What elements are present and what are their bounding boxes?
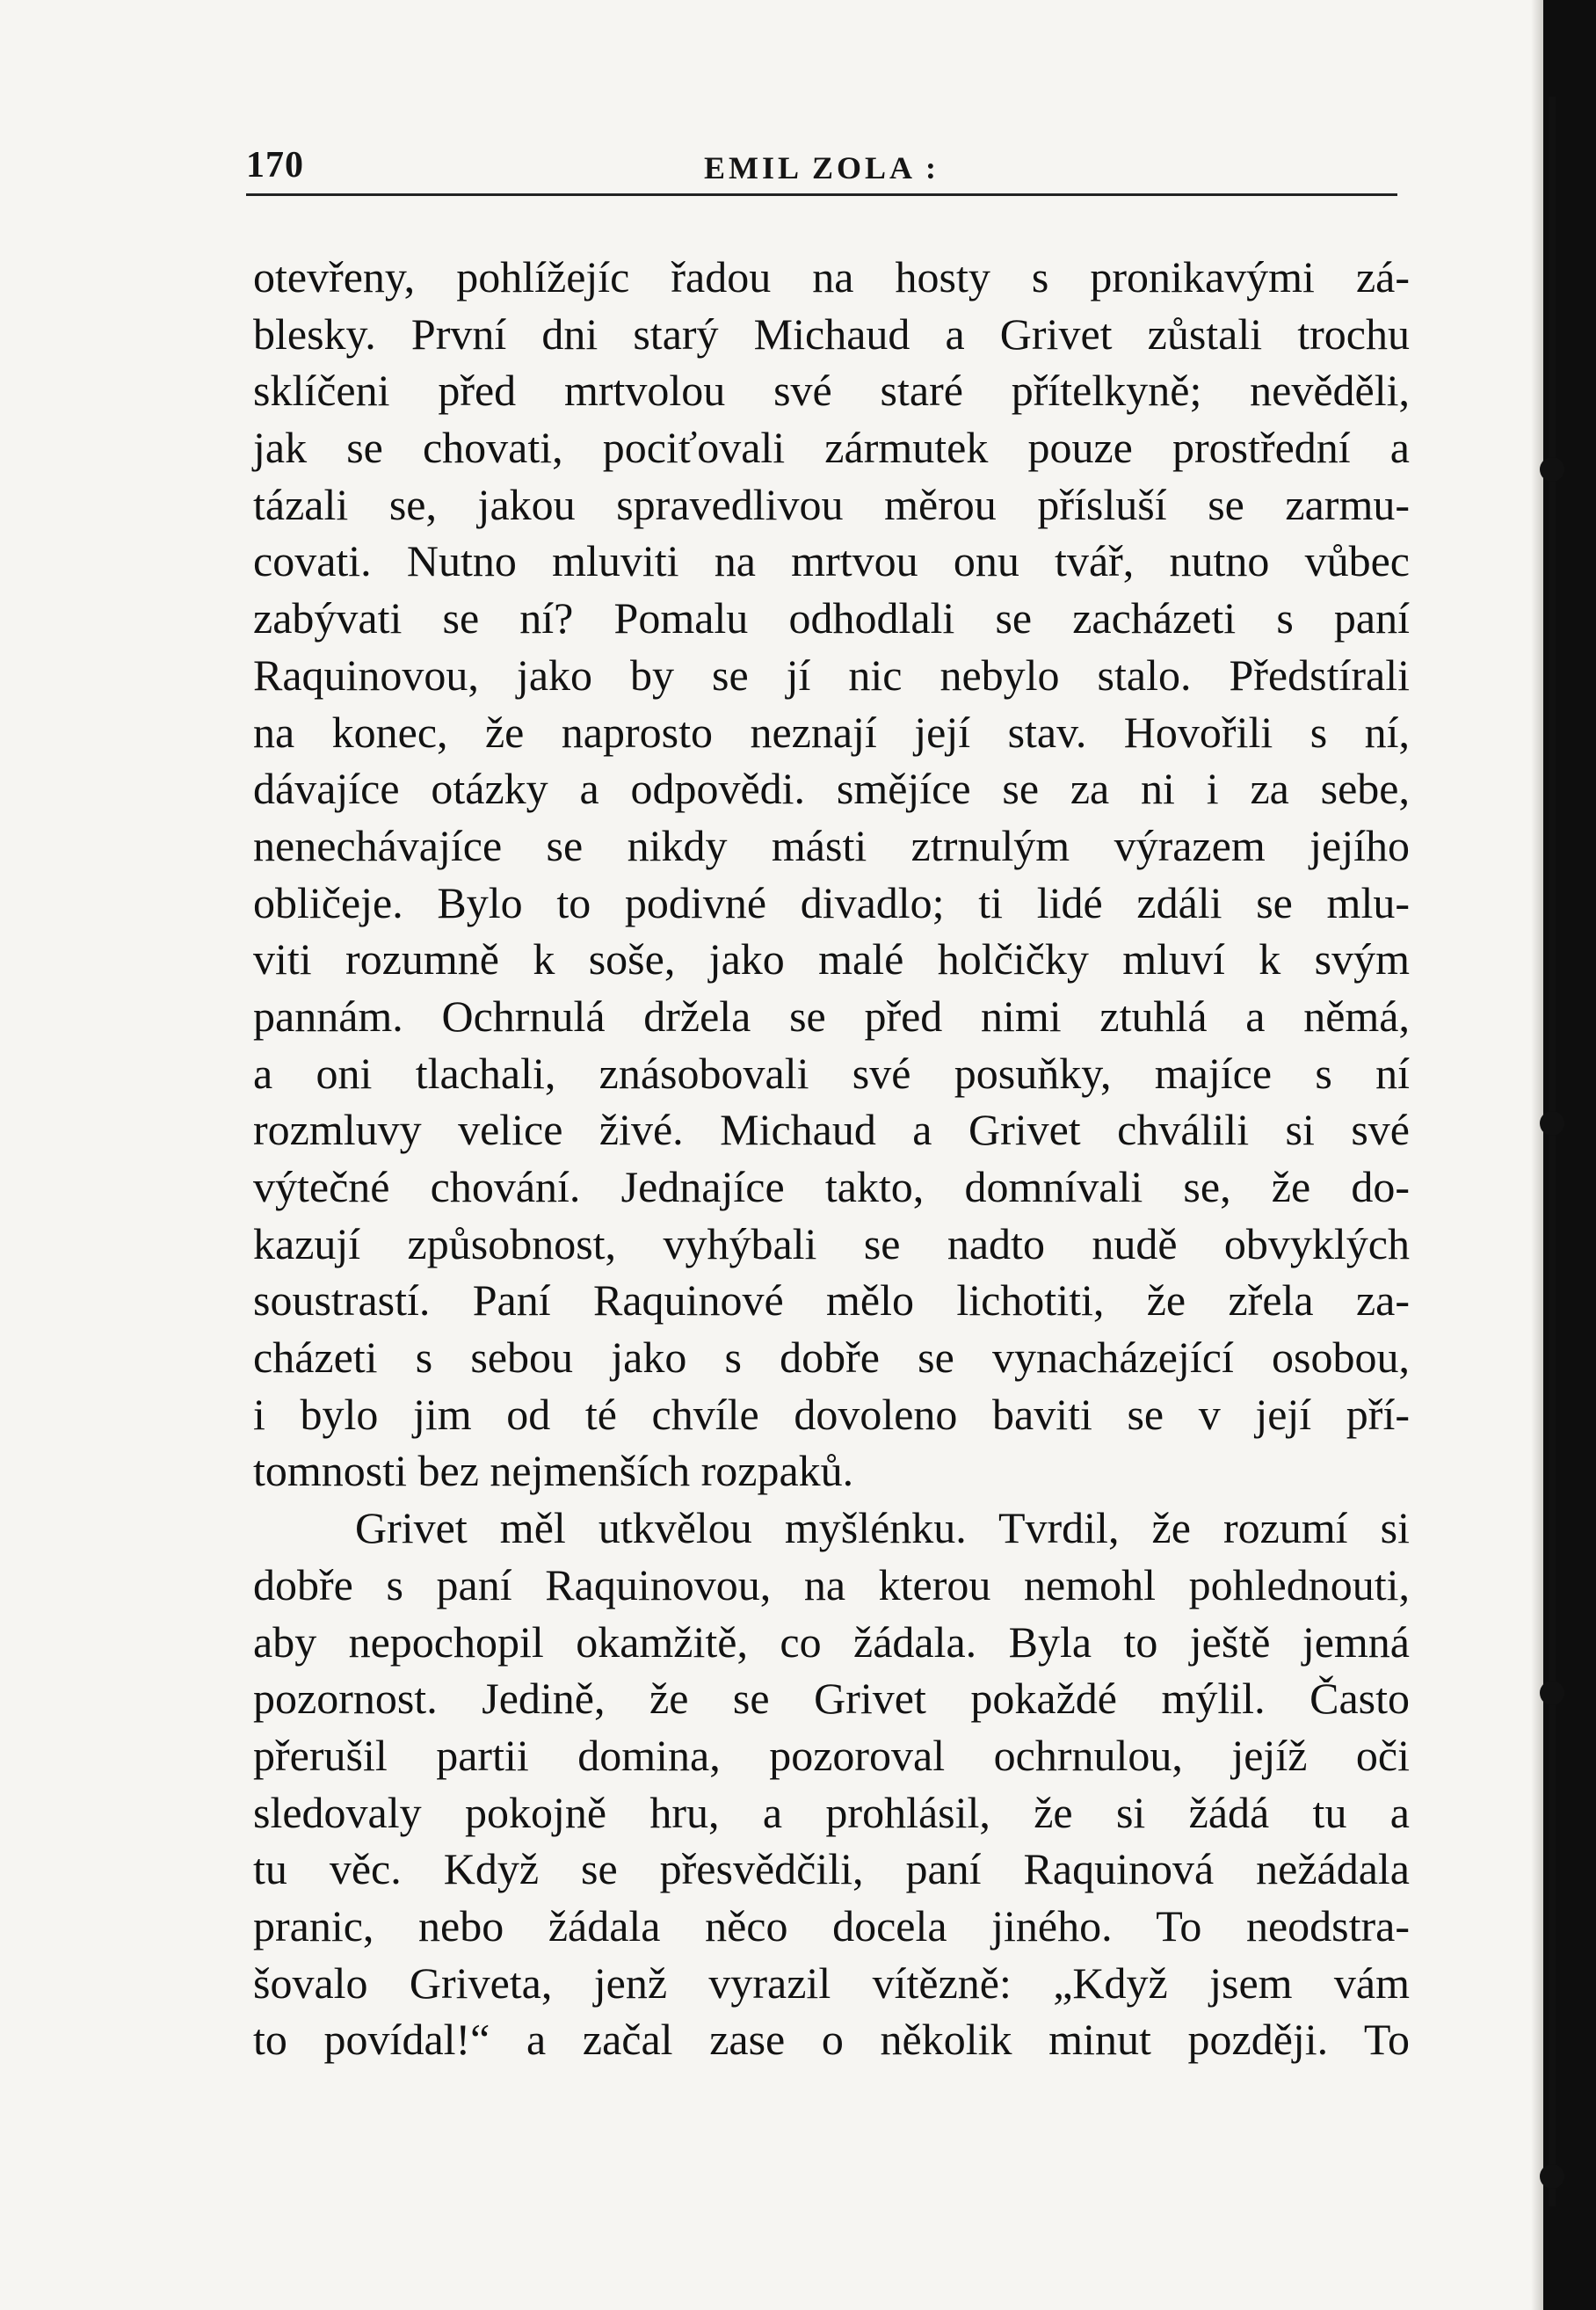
text-line: dávajíce otázky a odpovědi. smějíce se za ni i za sebe, bbox=[253, 764, 1410, 814]
body-text bbox=[253, 249, 1410, 2068]
text-line: tomnosti bez nejmenších rozpaků. bbox=[253, 1446, 854, 1496]
text-line: covati. Nutno mluviti na mrtvou onu tvář, nutno vůbec bbox=[253, 536, 1410, 586]
text-line: blesky. První dni starý Michaud a Grivet zůstali trochu bbox=[253, 309, 1410, 359]
running-head: EMIL ZOLA : bbox=[703, 150, 940, 185]
binding-thread-line bbox=[1549, 97, 1556, 2206]
binding-stitch-dot bbox=[1540, 457, 1564, 482]
text-line: zabývati se ní? Pomalu odhodlali se zacházeti s paní bbox=[253, 593, 1410, 643]
text-line: soustrastí. Paní Raquinové mělo lichotiti, že zřela za- bbox=[253, 1275, 1410, 1326]
page-number: 170 bbox=[246, 145, 304, 185]
binding-stitch-dot bbox=[1540, 2164, 1564, 2189]
page-header bbox=[246, 141, 1397, 196]
text-line: jak se chovati, pociťovali zármutek pouze prostřední a bbox=[253, 423, 1410, 473]
text-line: výtečné chování. Jednajíce takto, domnívali se, že do- bbox=[253, 1162, 1410, 1211]
binding-stitch-dot bbox=[1540, 1111, 1564, 1136]
text-line: i bylo jim od té chvíle dovoleno baviti se v její pří- bbox=[253, 1389, 1410, 1439]
text-line: a oni tlachali, znásobovali své posuňky, majíce s ní bbox=[253, 1048, 1410, 1098]
text-line: pranic, nebo žádala něco docela jiného. To neodstra- bbox=[253, 1900, 1410, 1950]
text-line: pannám. Ochrnulá držela se před nimi ztuhlá a němá, bbox=[253, 991, 1410, 1041]
text-line: sklíčeni před mrtvolou své staré přítelkyně; nevěděli, bbox=[253, 366, 1410, 416]
text-line: na konec, že naprosto neznají její stav. Hovořili s ní, bbox=[253, 707, 1410, 757]
text-line: otevřeny, pohlížejíc řadou na hosty s pronikavými zá- bbox=[253, 252, 1410, 301]
text-line: pozornost. Jedině, že se Grivet pokaždé mýlil. Často bbox=[253, 1674, 1410, 1724]
text-line: šovalo Griveta, jenž vyrazil vítězně: „Když jsem vám bbox=[253, 1958, 1410, 2008]
text-line: přerušil partii domina, pozoroval ochrnulou, jejíž oči bbox=[253, 1730, 1410, 1780]
text-line: sledovaly pokojně hru, a prohlásil, že si žádá tu a bbox=[253, 1787, 1410, 1837]
text-line: obličeje. Bylo to podivné divadlo; ti lidé zdáli se mlu- bbox=[253, 877, 1410, 927]
text-line: rozmluvy velice živé. Michaud a Grivet chválili si své bbox=[253, 1105, 1410, 1155]
text-line: to povídal!“ a začal zase o několik minut později. To bbox=[253, 2015, 1410, 2065]
text-line: viti rozumně k soše, jako malé holčičky mluví k svým bbox=[253, 934, 1410, 984]
binding-stitch-dot bbox=[1540, 1681, 1564, 1705]
text-line: kazují způsobnost, vyhýbali se nadto nudě obvyklých bbox=[253, 1218, 1410, 1268]
text-line: Raquinovou, jako by se jí nic nebylo stalo. Předstírali bbox=[253, 650, 1410, 700]
text-line: tu věc. Když se přesvědčili, paní Raquinová nežádala bbox=[253, 1844, 1410, 1894]
text-line: cházeti s sebou jako s dobře se vynacházející osobou, bbox=[253, 1333, 1410, 1383]
text-line: nenechávajíce se nikdy másti ztrnulým výrazem jejího bbox=[253, 820, 1410, 870]
text-line: dobře s paní Raquinovou, na kterou nemohl pohlednouti, bbox=[253, 1559, 1410, 1609]
text-line: Grivet měl utkvělou myšlénku. Tvrdil, že rozumí si bbox=[355, 1503, 1410, 1553]
text-line: aby nepochopil okamžitě, co žádala. Byla to ještě jemná bbox=[253, 1616, 1410, 1667]
page-gutter-shadow bbox=[1531, 0, 1543, 2310]
text-line: tázali se, jakou spravedlivou měrou přísluší se zarmu- bbox=[253, 479, 1410, 529]
